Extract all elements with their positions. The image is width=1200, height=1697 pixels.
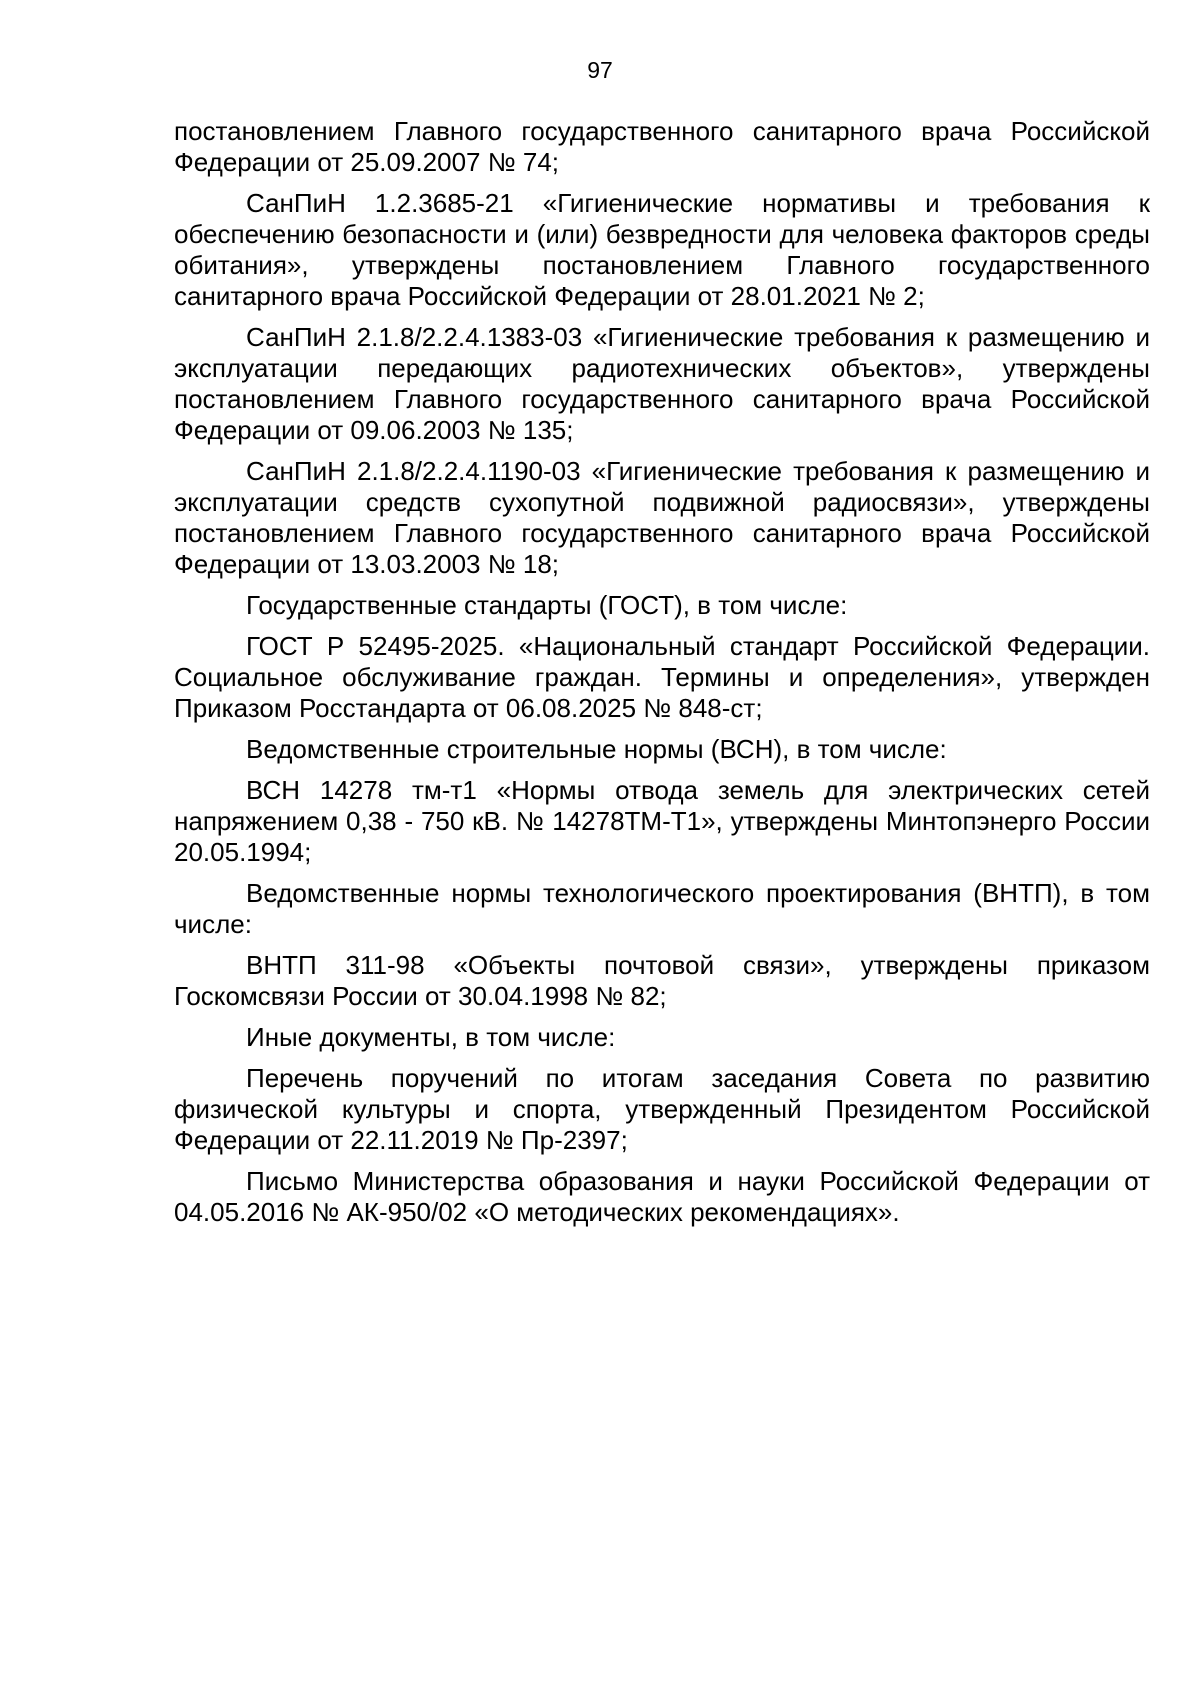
paragraph-other-docs-heading: Иные документы, в том числе: <box>246 1022 616 1052</box>
paragraph-sanpin-1383-03: СанПиН 2.1.8/2.2.4.1383-03 «Гигиенические требования к размещению и эксплуатации передающих радиотехнических объектов», утверждены постановлением Главного государственного санитарного врача Российской Федерации от 09.06.2003 № 135; <box>174 322 1150 445</box>
paragraph-vntp-311-98: ВНТП 311-98 «Объекты почтовой связи», утверждены приказом Госкомсвязи России от 30.04.1998 № 82; <box>174 950 1150 1011</box>
paragraph-vntp-heading: Ведомственные нормы технологического проектирования (ВНТП), в том числе: <box>174 878 1150 939</box>
paragraph-vsn-14278: ВСН 14278 тм-т1 «Нормы отвода земель для электрических сетей напряжением 0,38 - 750 кВ. № 14278ТМ-Т1», утверждены Минтопэнерго России 20.05.1994; <box>174 775 1150 867</box>
paragraph-instructions-list: Перечень поручений по итогам заседания Совета по развитию физической культуры и спорта, утвержденный Президентом Российской Федерации от 22.11.2019 № Пр-2397; <box>174 1063 1150 1155</box>
paragraph-ministry-letter: Письмо Министерства образования и науки Российской Федерации от 04.05.2016 № АК-950/02 «О методических рекомендациях». <box>174 1166 1150 1227</box>
paragraph-sanpin-1190-03: СанПиН 2.1.8/2.2.4.1190-03 «Гигиенические требования к размещению и эксплуатации средств сухопутной подвижной радиосвязи», утверждены постановлением Главного государственного санитарного врача Российской Федерации от 13.03.2003 № 18; <box>174 456 1150 579</box>
paragraph-sanpin-1-2-3685-21: СанПиН 1.2.3685-21 «Гигиенические нормативы и требования к обеспечению безопасности и (или) безвредности для человека факторов среды обитания», утверждены постановлением Главного государственного санитарного врача Российской Федерации от 28.01.2021 № 2; <box>174 188 1150 311</box>
paragraph-continuation: постановлением Главного государственного санитарного врача Российской Федерации от 25.09.2007 № 74; <box>174 116 1150 177</box>
paragraph-vsn-heading: Ведомственные строительные нормы (ВСН), в том числе: <box>246 734 947 764</box>
paragraph-gost-heading: Государственные стандарты (ГОСТ), в том числе: <box>246 590 848 620</box>
document-body <box>174 116 1150 1238</box>
page-number: 97 <box>587 57 613 83</box>
paragraph-gost-52495-2025: ГОСТ Р 52495-2025. «Национальный стандарт Российской Федерации. Социальное обслуживание граждан. Термины и определения», утвержден Приказом Росстандарта от 06.08.2025 № 848-ст; <box>174 631 1150 723</box>
